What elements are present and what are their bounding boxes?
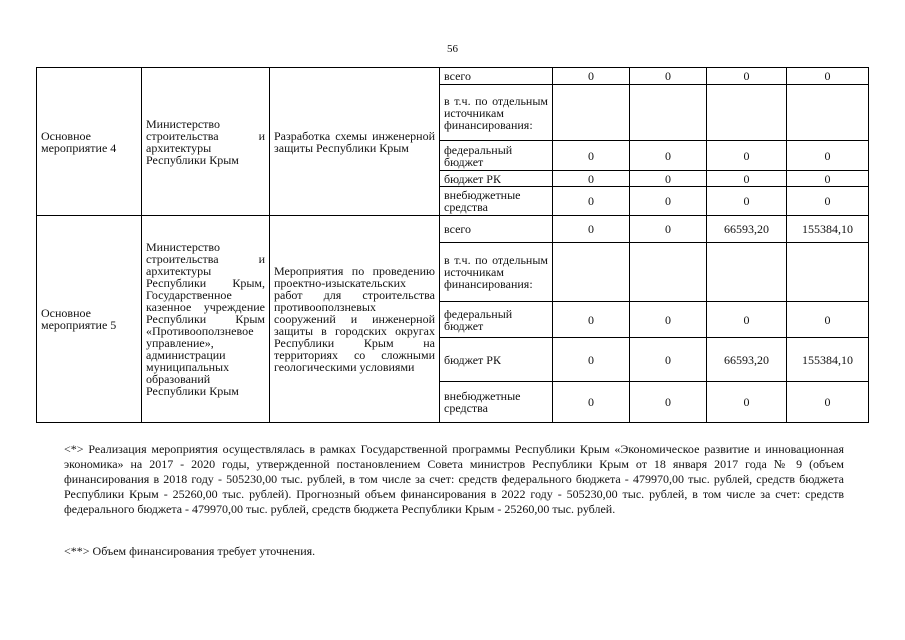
- value-cell: 0: [553, 141, 630, 171]
- description-cell: Мероприятия по проведению проектно-изыскательских работ для строительства противооползневых сооружений и инженерной защиты в городских округах Республики Крым на территориях со сложными геологическими условиями: [270, 216, 440, 423]
- value-cell: 0: [553, 187, 630, 216]
- table-row: [37, 216, 869, 243]
- funding-source: бюджет РК: [440, 338, 553, 382]
- value-cell: 0: [553, 171, 630, 187]
- value-cell: 0: [707, 302, 787, 338]
- value-cell: 0: [787, 141, 869, 171]
- value-cell: 155384,10: [787, 338, 869, 382]
- value-cell: 0: [630, 171, 707, 187]
- value-cell: 0: [630, 216, 707, 243]
- value-cell: 0: [787, 187, 869, 216]
- funding-source: федеральный бюджет: [440, 141, 553, 171]
- funding-source: всего: [440, 68, 553, 85]
- funding-source: бюджет РК: [440, 171, 553, 187]
- executor-cell: Министерство строительства и архитектуры Республики Крым: [142, 68, 270, 216]
- value-cell: 0: [707, 141, 787, 171]
- funding-source: федеральный бюджет: [440, 302, 553, 338]
- value-cell: 66593,20: [707, 216, 787, 243]
- value-cell: 0: [707, 382, 787, 423]
- value-cell: [707, 243, 787, 302]
- value-cell: 66593,20: [707, 338, 787, 382]
- value-cell: 0: [553, 216, 630, 243]
- funding-source: внебюджетные средства: [440, 187, 553, 216]
- funding-source: внебюджетные средства: [440, 382, 553, 423]
- value-cell: 0: [630, 302, 707, 338]
- value-cell: 0: [630, 141, 707, 171]
- value-cell: [630, 85, 707, 141]
- value-cell: [707, 85, 787, 141]
- footnote-2: <**> Объем финансирования требует уточнения.: [64, 544, 316, 558]
- value-cell: 155384,10: [787, 216, 869, 243]
- value-cell: 0: [553, 68, 630, 85]
- value-cell: 0: [630, 382, 707, 423]
- value-cell: 0: [707, 171, 787, 187]
- value-cell: 0: [630, 68, 707, 85]
- table-row: [37, 68, 869, 85]
- value-cell: [553, 243, 630, 302]
- value-cell: 0: [787, 171, 869, 187]
- value-cell: 0: [553, 338, 630, 382]
- funding-source: в т.ч. по отдельным источникам финансирования:: [440, 85, 553, 141]
- value-cell: [787, 85, 869, 141]
- footnote-1: <*> Реализация мероприятия осуществлялась в рамках Государственной программы Республики Крым «Экономическое развитие и инновационная экономика» на 2017 - 2020 годы, утвержденной постановлением Совета министров Республики Крым от 18 января 2017 года № 9 (объем финансирования в 2018 году - 505230,00 тыс. рублей, в том числе за счет: средств федерального бюджета - 479970,00 тыс. рублей, средств бюджета Республики Крым - 25260,00 тыс. рублей). Прогнозный объем финансирования в 2022 году - 505230,00 тыс. рублей, в том числе за счет: средств федерального бюджета - 479970,00 тыс. рублей, средств бюджета Республики Крым - 25260,00 тыс. рублей.: [64, 442, 844, 516]
- value-cell: 0: [553, 302, 630, 338]
- value-cell: 0: [787, 68, 869, 85]
- value-cell: [630, 243, 707, 302]
- event-cell: Основное мероприятие 4: [37, 68, 142, 216]
- value-cell: 0: [630, 187, 707, 216]
- value-cell: 0: [787, 382, 869, 423]
- value-cell: 0: [630, 338, 707, 382]
- page-number: 56: [447, 43, 458, 55]
- value-cell: 0: [553, 382, 630, 423]
- executor-cell: Министерство строительства и архитектуры Республики Крым, Государственное казенное учреждение Республики Крым «Противооползневое управление», администрации муниципальных образований Республики Крым: [142, 216, 270, 423]
- value-cell: [553, 85, 630, 141]
- value-cell: 0: [787, 302, 869, 338]
- program-table: [36, 67, 869, 423]
- value-cell: [787, 243, 869, 302]
- description-cell: Разработка схемы инженерной защиты Республики Крым: [270, 68, 440, 216]
- funding-source: всего: [440, 216, 553, 243]
- value-cell: 0: [707, 68, 787, 85]
- funding-source: в т.ч. по отдельным источникам финансирования:: [440, 243, 553, 302]
- event-cell: Основное мероприятие 5: [37, 216, 142, 423]
- value-cell: 0: [707, 187, 787, 216]
